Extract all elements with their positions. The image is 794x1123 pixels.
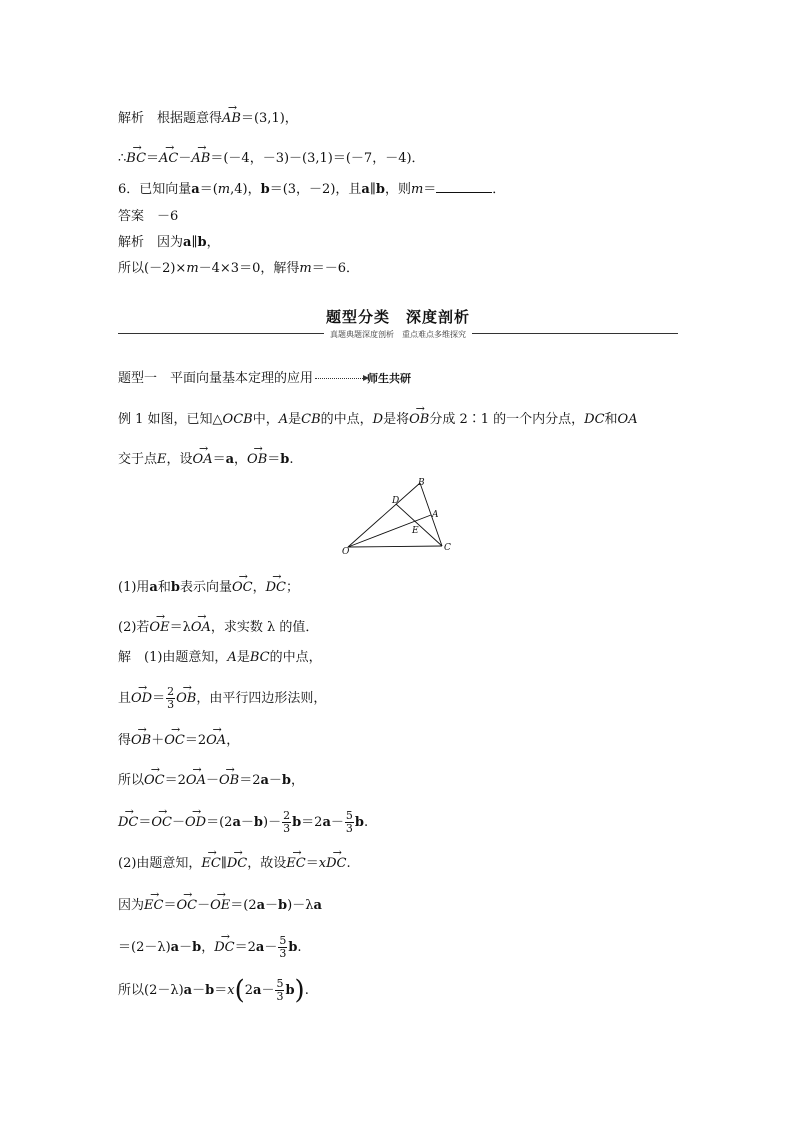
vector-a: a: [149, 580, 158, 595]
denominator: 3: [279, 947, 287, 960]
example-1-line-2: [118, 445, 294, 469]
vector-a: a: [260, 773, 269, 788]
text: 且: [118, 691, 132, 706]
text: ＝－6．: [311, 261, 359, 276]
vector-oa: → OA: [206, 726, 226, 750]
vector-oc: → OC: [144, 766, 165, 790]
right-paren: ): [294, 975, 305, 1006]
text: ，: [291, 773, 305, 788]
var: A: [278, 412, 289, 427]
text: －4×3＝0，解得: [198, 261, 300, 276]
vector-b: b: [205, 983, 215, 998]
vector-oc: → OC: [176, 891, 197, 915]
left-paren: (: [234, 975, 245, 1006]
type-label: 题型一 平面向量基本定理的应用: [118, 371, 314, 386]
example-1-line-1: [118, 405, 638, 429]
vector-oe: → OE: [149, 613, 169, 637]
text: 得: [118, 733, 132, 748]
fraction: [278, 935, 287, 960]
var: BC: [249, 650, 270, 665]
text: (2)由题意知，: [118, 856, 202, 871]
parallel-symbol: ∥: [369, 182, 376, 197]
text: ＝2: [301, 815, 323, 830]
vector-ec: → EC: [201, 849, 220, 873]
answer-label: 答案: [118, 209, 158, 224]
text: 2: [244, 983, 253, 998]
text: －: [197, 898, 211, 913]
solution-line-8: [118, 933, 302, 960]
vector-oa: → OA: [186, 766, 206, 790]
text: ，: [201, 940, 215, 955]
text: －: [192, 983, 206, 998]
text: 例 1 如图，已知△: [118, 412, 223, 427]
text: .: [364, 815, 369, 830]
text: ，: [252, 580, 266, 595]
text: 6．已知向量: [118, 182, 192, 197]
numerator: 5: [345, 809, 353, 822]
text: 和: [604, 412, 618, 427]
vector-ec: → EC: [286, 849, 305, 873]
vector-oc: → OC: [164, 726, 185, 750]
text: 的中点，: [269, 650, 322, 665]
text: 是将: [383, 412, 410, 427]
solution-line-5: [118, 808, 368, 835]
solution-line-4: [118, 766, 304, 790]
denominator: 3: [167, 698, 175, 711]
vector-ab: → AB: [222, 104, 241, 128]
vector-b: b: [292, 815, 302, 830]
vector-a: a: [253, 983, 262, 998]
vector-a: a: [255, 940, 265, 955]
vector-dc: → DC: [266, 573, 286, 597]
numerator: 5: [279, 934, 287, 947]
section-subtitle: 真题典题深度剖析 重点难点多维探究: [324, 330, 472, 339]
text: ，则: [384, 182, 411, 197]
text: 所以(2－λ): [118, 983, 184, 998]
therefore-symbol: ∴: [118, 151, 127, 166]
text: 和: [157, 580, 171, 595]
vector-b: b: [253, 815, 263, 830]
vector-oa: → OA: [193, 445, 213, 469]
vector-ec: → EC: [144, 891, 163, 915]
solution-6-line-2: [118, 260, 359, 278]
text: ＝(2: [206, 815, 233, 830]
solution-line-3: [118, 726, 239, 750]
vector-b: b: [285, 983, 295, 998]
denominator: 3: [276, 990, 284, 1003]
denominator: 3: [345, 822, 353, 835]
text: －: [261, 983, 275, 998]
text: ．: [492, 182, 506, 197]
var: D: [372, 412, 384, 427]
text: －: [179, 940, 193, 955]
vector-dc: → DC: [214, 933, 234, 957]
text: ＝: [214, 983, 228, 998]
label-d: D: [392, 496, 400, 506]
text: ＝: [152, 691, 166, 706]
answer-blank: [436, 180, 492, 193]
vector-b: b: [281, 773, 292, 788]
text: －: [178, 151, 192, 166]
answer-line: [118, 208, 178, 226]
text: －: [268, 773, 282, 788]
text: 解析 根据题意得: [118, 111, 223, 126]
vector-a: a: [322, 815, 331, 830]
vector-ob: → OB: [219, 766, 239, 790]
vector-a: a: [191, 182, 200, 197]
var: A: [227, 650, 237, 665]
section-title: 题型分类 深度剖析: [325, 308, 470, 326]
vector-dc: → DC: [227, 849, 247, 873]
vector-b: b: [288, 940, 298, 955]
label-c: C: [444, 543, 451, 553]
vector-oa: → OA: [191, 613, 211, 637]
text: ＝: [146, 151, 160, 166]
text: .: [289, 452, 294, 467]
text: 分成 2∶1 的一个内分点，: [429, 412, 585, 427]
text: 所以(－2)×: [118, 261, 187, 276]
analysis-line-2: [118, 144, 425, 168]
vector-b: b: [354, 815, 364, 830]
solution-line-9: [118, 975, 309, 1006]
solution-line-2: [118, 684, 326, 711]
segment-ob: [348, 483, 420, 547]
text: (1)用: [118, 580, 150, 595]
vector-a: a: [361, 182, 370, 197]
text: ，: [234, 452, 248, 467]
text: (2)若: [118, 620, 150, 635]
numerator: 2: [167, 685, 175, 698]
var: DC: [584, 412, 605, 427]
text: ＝(2－λ): [118, 940, 171, 955]
vector-ac: → AC: [159, 144, 178, 168]
parallel-symbol: ∥: [191, 235, 198, 250]
text: ＝(3，－2)，且: [269, 182, 362, 197]
vector-od: → OD: [185, 808, 206, 832]
vector-a: a: [170, 940, 180, 955]
vector-a: a: [183, 983, 193, 998]
segment-oc: [348, 546, 442, 547]
parallel-symbol: ∥: [220, 856, 227, 871]
text: ＝2: [184, 733, 207, 748]
label-e: E: [412, 526, 419, 536]
vector-a: a: [232, 815, 241, 830]
vector-oe: → OE: [210, 891, 230, 915]
vector-dc: → DC: [326, 849, 346, 873]
part-2-question: [118, 613, 318, 637]
vector-b: b: [170, 580, 180, 595]
numerator: 2: [283, 809, 291, 822]
answer-value: －6: [157, 209, 179, 224]
var: CB: [301, 412, 321, 427]
denominator: 3: [283, 822, 291, 835]
text: －: [205, 773, 219, 788]
vector-b: b: [260, 182, 270, 197]
var: E: [157, 452, 167, 467]
vector-oc: → OC: [151, 808, 172, 832]
vector-a: a: [256, 898, 266, 913]
text: ＝: [267, 452, 281, 467]
vector-ob: → OB: [409, 405, 429, 429]
vector-b: b: [192, 940, 202, 955]
vector-od: → OD: [131, 684, 152, 708]
text: 因为: [118, 898, 145, 913]
dotted-arrow-icon: [315, 378, 365, 379]
section-header: [118, 306, 678, 342]
vector-ob: → OB: [176, 684, 196, 708]
text: 的中点，: [320, 412, 373, 427]
text: 所以: [118, 773, 145, 788]
question-6: [118, 180, 505, 199]
text: ＝: [163, 898, 177, 913]
var: OA: [617, 412, 638, 427]
var-m: m: [217, 182, 231, 197]
var: OCB: [222, 412, 253, 427]
text: ，设: [166, 452, 193, 467]
solution-line-1: [118, 649, 322, 667]
text: ，: [226, 733, 240, 748]
text: 交于点: [118, 452, 158, 467]
text: .: [304, 983, 309, 998]
vector-b: b: [280, 452, 290, 467]
text: )－: [263, 815, 282, 830]
type-1-heading: [118, 370, 411, 388]
text: 表示向量: [179, 580, 232, 595]
text: ，故设: [247, 856, 287, 871]
text: 是: [288, 412, 302, 427]
var-x: x: [318, 856, 327, 871]
text: －: [264, 940, 278, 955]
label-o: O: [342, 547, 350, 557]
text: －: [240, 815, 254, 830]
vector-b: b: [375, 182, 385, 197]
text: ＝: [305, 856, 319, 871]
text: 解析 因为: [118, 235, 184, 250]
text: ＋: [151, 733, 165, 748]
var-x: x: [227, 983, 235, 998]
type-tag: 师生共研: [367, 372, 412, 385]
text: ＝: [423, 182, 437, 197]
text: 是: [236, 650, 250, 665]
text: ；: [285, 580, 299, 595]
fraction: [275, 978, 284, 1003]
text: －: [172, 815, 186, 830]
text: ＝(: [199, 182, 218, 197]
vector-ob: → OB: [247, 445, 267, 469]
text: .: [297, 940, 302, 955]
text: －: [330, 815, 344, 830]
vector-oc: → OC: [232, 573, 253, 597]
solution-6-line-1: [118, 234, 220, 252]
fraction: [282, 810, 291, 835]
text: ＝: [138, 815, 152, 830]
text: ＝2: [234, 940, 256, 955]
numerator: 5: [276, 977, 284, 990]
vector-a: a: [183, 235, 192, 250]
vector-ab: → AB: [191, 144, 210, 168]
text: ＝(3,1)，: [240, 111, 298, 126]
text: ＝(2: [230, 898, 257, 913]
text: ，求实数 λ 的值．: [210, 620, 319, 635]
text: ，由平行四边形法则，: [196, 691, 327, 706]
text: 解 (1)由题意知，: [118, 650, 228, 665]
label-a: A: [432, 510, 439, 520]
text: ,4)，: [230, 182, 261, 197]
text: .: [346, 856, 351, 871]
var-m: m: [410, 182, 424, 197]
part-1-question: [118, 573, 299, 597]
var-m: m: [186, 261, 199, 276]
text: ＝2: [239, 773, 261, 788]
text: ＝(－4，－3)－(3,1)＝(－7，－4)．: [210, 151, 425, 166]
analysis-line-1: [118, 104, 298, 128]
fraction: [345, 810, 354, 835]
triangle-figure: [340, 474, 460, 558]
text: ＝2: [164, 773, 186, 788]
vector-a: a: [225, 452, 235, 467]
vector-dc: → DC: [118, 808, 138, 832]
fraction: [166, 686, 175, 711]
vector-b: b: [278, 898, 288, 913]
text: ，: [206, 235, 220, 250]
vector-ob: → OB: [131, 726, 151, 750]
var-m: m: [299, 261, 312, 276]
text: ＝: [212, 452, 226, 467]
text: )－λ: [287, 898, 314, 913]
text: 中，: [252, 412, 279, 427]
text: ＝λ: [169, 620, 191, 635]
vector-a: a: [313, 898, 322, 913]
vector-bc: → BC: [126, 144, 146, 168]
vector-b: b: [197, 235, 207, 250]
solution-line-6: [118, 849, 351, 873]
solution-line-7: [118, 891, 322, 915]
text: －: [265, 898, 279, 913]
label-b: B: [418, 478, 425, 488]
